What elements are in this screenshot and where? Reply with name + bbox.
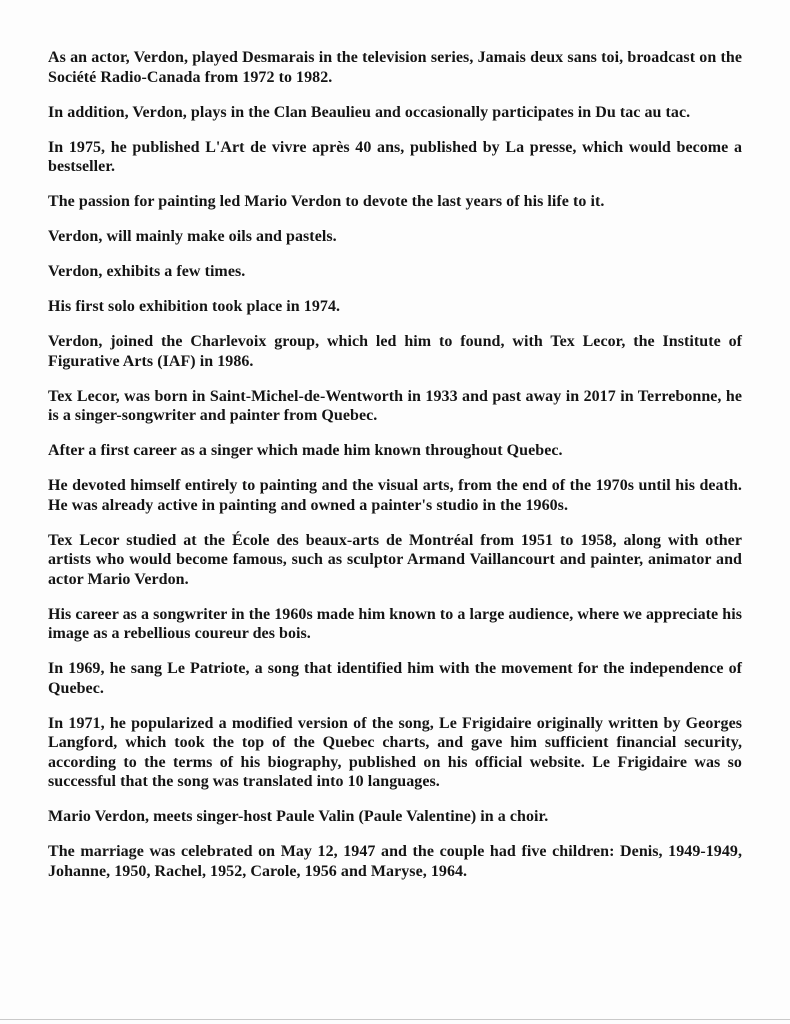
paragraph: Tex Lecor studied at the École des beaux-arts de Montréal from 1951 to 1958, along with other artists who would become famous, such as sculptor Armand Vaillancourt and painter, animator and actor Mario Verdon. bbox=[48, 531, 742, 588]
paragraph: His first solo exhibition took place in 1974. bbox=[48, 298, 341, 315]
paragraph: His career as a songwriter in the 1960s made him known to a large audience, where we appreciate his image as a rebellious coureur des bois. bbox=[48, 605, 742, 642]
paragraph: The passion for painting led Mario Verdon to devote the last years of his life to it. bbox=[48, 193, 605, 210]
paragraph: After a first career as a singer which made him known throughout Quebec. bbox=[48, 442, 563, 459]
paragraph: He devoted himself entirely to painting and the visual arts, from the end of the 1970s until his death. He was already active in painting and owned a painter's studio in the 1960s. bbox=[48, 477, 742, 514]
paragraph: In addition, Verdon, plays in the Clan Beaulieu and occasionally participates in Du tac au tac. bbox=[48, 103, 691, 121]
page-bottom-edge bbox=[0, 1019, 790, 1020]
document-body bbox=[48, 48, 742, 897]
paragraph: Verdon, will mainly make oils and pastels. bbox=[48, 228, 337, 245]
paragraph: Verdon, exhibits a few times. bbox=[48, 263, 246, 280]
paragraph: Verdon, joined the Charlevoix group, which led him to found, with Tex Lecor, the Institute of Figurative Arts (IAF) in 1986. bbox=[48, 333, 742, 370]
paragraph: In 1971, he popularized a modified version of the song, Le Frigidaire originally written by Georges Langford, which took the top of the Quebec charts, and gave him sufficient financial security, according to the terms of his biography, published on his official website. Le Frigidaire was so successful that the song was translated into 10 languages. bbox=[48, 714, 742, 790]
paragraph: Mario Verdon, meets singer-host Paule Valin (Paule Valentine) in a choir. bbox=[48, 808, 549, 825]
paragraph: In 1969, he sang Le Patriote, a song that identified him with the movement for the independence of Quebec. bbox=[48, 660, 742, 697]
paragraph: In 1975, he published L'Art de vivre après 40 ans, published by La presse, which would become a bestseller. bbox=[48, 138, 742, 175]
paragraph: The marriage was celebrated on May 12, 1947 and the couple had five children: Denis, 1949-1949, Johanne, 1950, Rachel, 1952, Carole, 1956 and Maryse, 1964. bbox=[48, 843, 742, 880]
paragraph: Tex Lecor, was born in Saint-Michel-de-Wentworth in 1933 and past away in 2017 in Terrebonne, he is a singer-songwriter and painter from Quebec. bbox=[48, 387, 742, 424]
paragraph: As an actor, Verdon, played Desmarais in the television series, Jamais deux sans toi, broadcast on the Société Radio-Canada from 1972 to 1982. bbox=[48, 49, 742, 86]
